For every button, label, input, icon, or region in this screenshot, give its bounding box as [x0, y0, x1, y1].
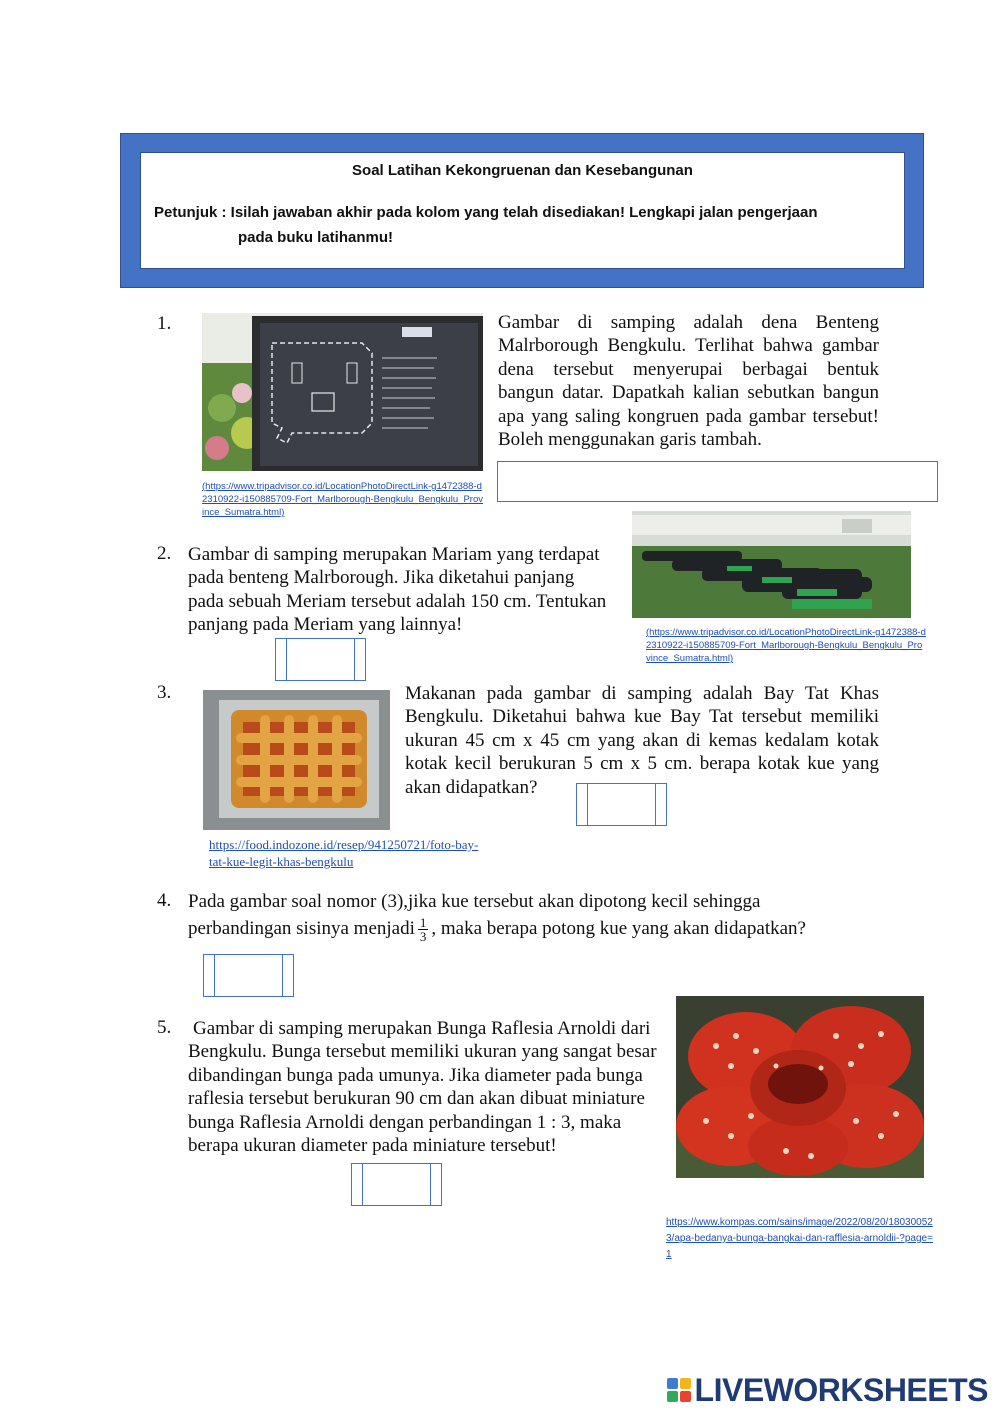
question-text-5: Gambar di samping merupakan Bunga Raflesia Arnoldi dari Bengkulu. Bunga tersebut memiliki ukuran yang sangat besar dibandingan bunga pada umunya. Jika diameter pada bunga raflesia tersebut berukuran 90 cm dan akan dibuat miniature bunga Raflesia Arnoldi dengan perbandingan 1 : 3, maka berapa ukuran diameter pada miniature tersebut!: [188, 1018, 657, 1157]
question-text-1: Gambar di samping adalah dena Benteng Malrborough Bengkulu. Terlihat bahwa gambar dena tersebut menyerupai berbagai bentuk bangun datar. Dapatkah kalian sebutkan bangun apa yang saling kongruen pada gambar tersebut! Boleh menggunakan garis tambah.: [498, 312, 879, 451]
cannons-photo: [632, 511, 911, 618]
instructions: [154, 200, 894, 250]
answer-box-1[interactable]: [497, 461, 938, 502]
liveworksheets-brand[interactable]: [667, 1372, 988, 1408]
source-link-1[interactable]: (https://www.tripadvisor.co.id/LocationPhotoDirectLink-g1472388-d2310922-i150885709-Fort_Marlborough-Bengkulu_Bengkulu_Province_Sumatra.html): [202, 481, 483, 518]
bay-tat-cake-photo: [203, 690, 390, 830]
instruction-line-1: Petunjuk : Isilah jawaban akhir pada kolom yang telah disediakan! Lengkapi jalan pengerjaan: [154, 204, 818, 221]
question-number-1: 1.: [157, 313, 172, 334]
answer-box-3[interactable]: [576, 783, 667, 826]
answer-box-5[interactable]: [351, 1163, 442, 1206]
question-text-4-line-1: Pada gambar soal nomor (3),jika kue tersebut akan dipotong kecil sehingga: [188, 891, 761, 912]
source-link-2[interactable]: (https://www.tripadvisor.co.id/LocationPhotoDirectLink-g1472388-d2310922-i150885709-Fort_Marlborough-Bengkulu_Bengkulu_Province_Sumatra.html): [646, 627, 926, 664]
instruction-line-2: pada buku latihanmu!: [238, 229, 394, 246]
fraction-numerator: 1: [419, 915, 427, 931]
question-text-2: Gambar di samping merupakan Mariam yang terdapat pada benteng Malrborough. Jika diketahui panjang pada sebuah Meriam tersebut adalah 150 cm. Tentukan panjang pada Meriam yang lainnya!: [188, 544, 607, 636]
header-box: [140, 152, 905, 269]
rafflesia-flower-photo: [676, 996, 924, 1178]
liveworksheets-logo-icon: [667, 1378, 691, 1402]
source-link-3[interactable]: https://food.indozone.id/resep/941250721/foto-bay-tat-kue-legit-khas-bengkulu: [209, 837, 479, 869]
brand-text: LIVEWORKSHEETS: [694, 1371, 988, 1408]
question-text-4: [188, 890, 888, 943]
question-number-2: 2.: [157, 543, 172, 564]
worksheet-title: Soal Latihan Kekongruenan dan Kesebangunan: [352, 162, 693, 179]
answer-box-2[interactable]: [275, 638, 366, 681]
fraction-denominator: 3: [419, 929, 427, 945]
question-text-4-after: , maka berapa potong kue yang akan didapatkan?: [431, 918, 806, 940]
question-number-5: 5.: [157, 1017, 172, 1038]
question-text-3: Makanan pada gambar di samping adalah Bay Tat Khas Bengkulu. Diketahui bahwa kue Bay Tat tersebut memiliki ukuran 45 cm x 45 cm yang akan di kemas kedalam kotak kotak kecil berukuran 5 cm x 5 cm. berapa kotak kue yang akan didapatkan?: [405, 683, 879, 798]
source-link-5[interactable]: https://www.kompas.com/sains/image/2022/08/20/180300523/apa-bedanya-bunga-bangkai-dan-rafflesia-arnoldii-?page=1: [666, 1217, 933, 1260]
question-text-4-before: perbandingan sisinya menjadi: [188, 918, 415, 940]
fraction-one-third: [418, 916, 429, 943]
fort-map-photo: [202, 313, 483, 471]
question-text-4-line-2: [188, 916, 888, 943]
question-number-3: 3.: [157, 682, 172, 703]
answer-box-4[interactable]: [203, 954, 294, 997]
question-number-4: 4.: [157, 890, 172, 911]
